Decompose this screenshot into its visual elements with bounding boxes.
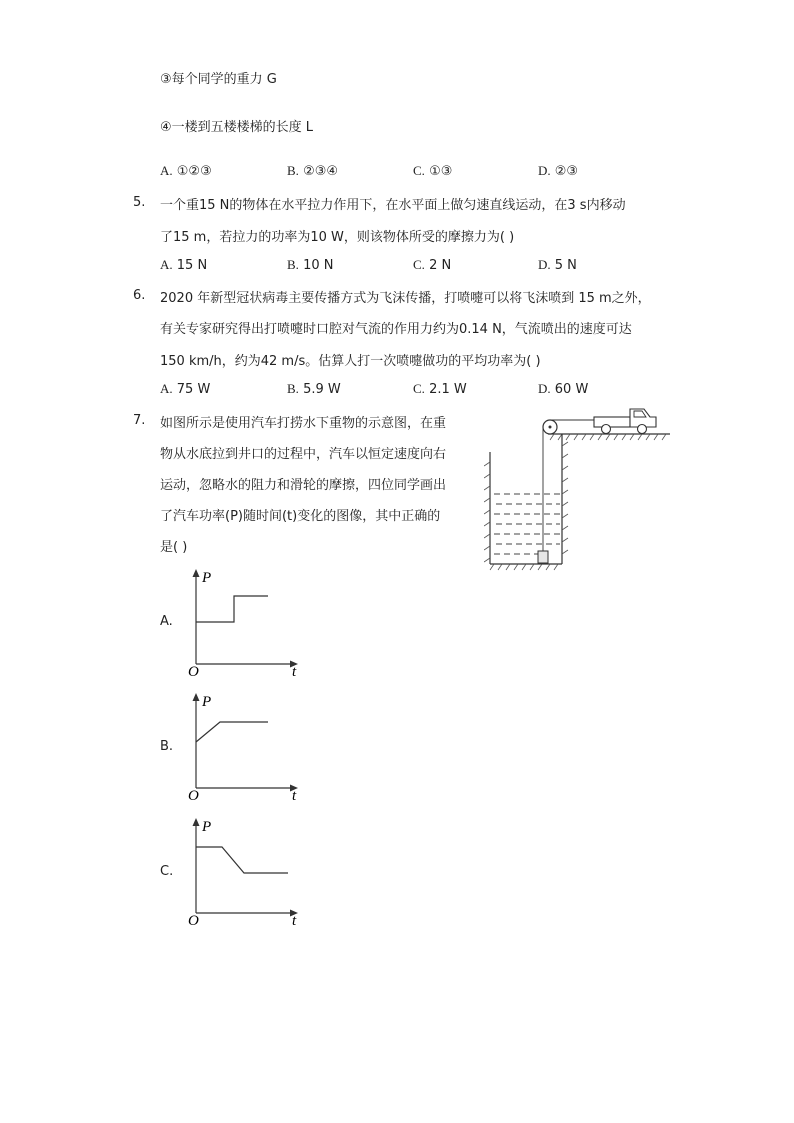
q6-number: 6. [133,288,146,303]
q7-graph-c[interactable] [184,815,304,927]
q6-option-d[interactable]: D. 60 W [538,381,589,397]
q5-text-line-2: 了15 m，若拉力的功率为10 W，则该物体所受的摩擦力为( ) [160,230,515,245]
graph-a-y-label: P [202,570,212,586]
q5-number: 5. [133,195,146,210]
graph-b-x-label: t [292,788,297,802]
q7-option-a-label[interactable]: A. [160,614,173,629]
q6-text-line-1: 2020 年新型冠状病毒主要传播方式为飞沫传播，打喷嚏可以将飞沫喷到 15 m之外， [160,291,651,306]
q6-option-b[interactable]: B. 5.9 W [287,381,341,397]
q5-option-c[interactable]: C. 2 N [413,257,452,273]
q5-option-d[interactable]: D. 5 N [538,257,577,273]
graph-c-x-label: t [292,913,297,927]
q6-option-a[interactable]: A. 75 W [160,381,211,397]
well-truck-diagram [484,400,674,572]
q7-text-line-4: 了汽车功率(P)随时间(t)变化的图像，其中正确的 [160,509,441,524]
graph-c-y-label: P [202,819,212,835]
q4-option-b[interactable]: B. ②③④ [287,163,339,179]
graph-b-y-label: P [202,694,212,710]
q7-option-c-label[interactable]: C. [160,864,174,879]
q7-number: 7. [133,413,146,428]
q6-option-c[interactable]: C. 2.1 W [413,381,467,397]
q4-option-a[interactable]: A. ①②③ [160,163,212,179]
q7-graph-b[interactable] [184,690,304,802]
q5-option-a[interactable]: A. 15 N [160,257,208,273]
q7-text-line-2: 物从水底拉到井口的过程中，汽车以恒定速度向右 [160,447,447,462]
graph-a-origin: O [188,664,199,678]
q6-text-line-3: 150 km/h，约为42 m/s。估算人打一次喷嚏做功的平均功率为( ) [160,354,541,369]
graph-b-origin: O [188,788,199,802]
q7-option-b-label[interactable]: B. [160,739,174,754]
q7-text-line-3: 运动，忽略水的阻力和滑轮的摩擦，四位同学画出 [160,478,447,493]
q4-option-d[interactable]: D. ②③ [538,163,579,179]
q5-option-b[interactable]: B. 10 N [287,257,334,273]
item-4: ④一楼到五楼楼梯的长度 L [160,120,314,135]
graph-c-origin: O [188,913,199,927]
q4-option-c[interactable]: C. ①③ [413,163,453,179]
q6-text-line-2: 有关专家研究得出打喷嚏时口腔对气流的作用力约为0.14 N，气流喷出的速度可达 [160,322,632,337]
q7-text-line-1: 如图所示是使用汽车打捞水下重物的示意图，在重 [160,416,447,431]
graph-a-x-label: t [292,664,297,678]
q7-graph-a[interactable] [184,566,304,678]
q5-text-line-1: 一个重15 N的物体在水平拉力作用下，在水平面上做匀速直线运动，在3 s内移动 [160,198,626,213]
item-3: ③每个同学的重力 G [160,72,277,87]
truck-icon [594,409,656,434]
q7-text-line-5: 是( ) [160,540,188,555]
